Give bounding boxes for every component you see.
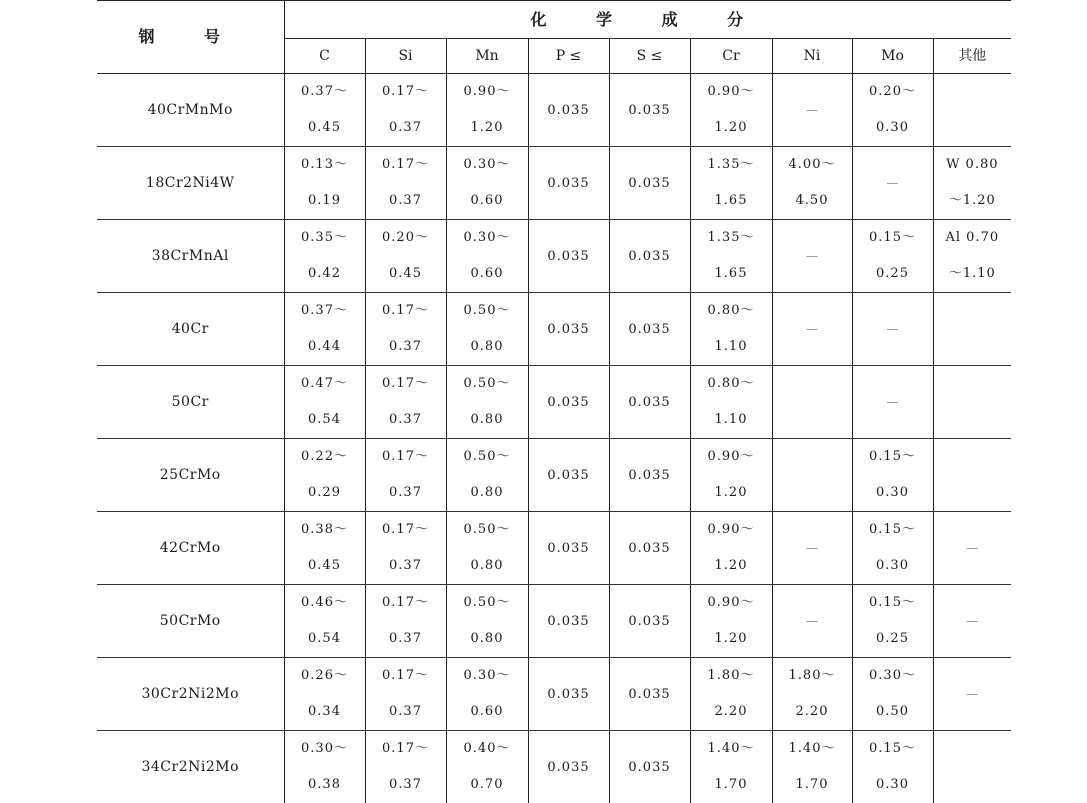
steel-grade-cell: 25CrMo: [97, 439, 284, 512]
composition-cell-ni: [772, 293, 852, 366]
value-text: —: [966, 541, 978, 555]
range-line: 0.60: [464, 694, 511, 730]
value-text: 0.035: [628, 468, 670, 483]
value-text: —: [806, 103, 818, 117]
composition-cell-ni: [772, 439, 852, 512]
composition-cell-mn: [446, 585, 528, 658]
composition-cell-c: [284, 512, 365, 585]
composition-cell-s: [609, 512, 690, 585]
composition-cell-c: [284, 293, 365, 366]
range-line: 0.80: [464, 621, 511, 657]
value-text: 0.035: [628, 687, 670, 702]
composition-cell-s: [609, 731, 690, 803]
composition-cell-c: [284, 74, 365, 147]
table-row: [97, 731, 1011, 803]
range-line: 0.30: [869, 475, 916, 511]
composition-cell-mo: [852, 293, 933, 366]
composition-cell-other: [933, 220, 1011, 293]
composition-cell-cr: [690, 147, 772, 220]
range-line: 0.38～: [301, 512, 348, 548]
range-line: 0.90～: [464, 74, 511, 110]
value-text: 0.035: [628, 395, 670, 410]
range-line: 0.90～: [708, 74, 755, 110]
composition-cell-cr: [690, 731, 772, 803]
composition-cell-p: [528, 293, 609, 366]
range-line: 0.60: [464, 183, 511, 219]
composition-cell-cr: [690, 658, 772, 731]
composition-cell-mo: [852, 147, 933, 220]
composition-cell-s: [609, 658, 690, 731]
range-line: 0.15～: [869, 585, 916, 621]
range-line: 0.15～: [869, 512, 916, 548]
element-header-other: 其他: [933, 39, 1011, 74]
range-line: 0.90～: [708, 439, 755, 475]
composition-cell-mn: [446, 658, 528, 731]
range-line: 0.17～: [382, 658, 429, 694]
value-text: 0.035: [547, 468, 589, 483]
table-row: [97, 147, 1011, 220]
composition-cell-cr: [690, 366, 772, 439]
composition-cell-mo: [852, 658, 933, 731]
composition-cell-s: [609, 220, 690, 293]
composition-cell-ni: [772, 731, 852, 803]
range-line: 0.25: [869, 621, 916, 657]
steel-composition-table: [97, 0, 1011, 803]
value-text: 0.035: [547, 249, 589, 264]
range-line: 0.45: [301, 110, 348, 146]
value-text: 0.035: [547, 687, 589, 702]
value-text: 0.035: [628, 541, 670, 556]
range-line: 0.54: [301, 402, 348, 438]
composition-cell-s: [609, 293, 690, 366]
range-line: 0.30～: [464, 220, 511, 256]
value-text: —: [887, 395, 899, 409]
value-text: 0.035: [547, 541, 589, 556]
range-line: 0.37: [382, 621, 429, 657]
range-line: 0.45: [382, 256, 429, 292]
composition-cell-other: [933, 585, 1011, 658]
composition-cell-p: [528, 147, 609, 220]
composition-cell-cr: [690, 74, 772, 147]
range-line: 1.70: [789, 767, 836, 803]
range-line: 0.30: [869, 548, 916, 584]
range-line: 0.38: [301, 767, 348, 803]
range-line: 0.40～: [464, 731, 511, 767]
composition-cell-mn: [446, 731, 528, 803]
composition-cell-mo: [852, 439, 933, 512]
range-line: 1.40～: [708, 731, 755, 767]
composition-cell-mn: [446, 293, 528, 366]
range-line: 0.17～: [382, 585, 429, 621]
composition-cell-other: [933, 439, 1011, 512]
composition-cell-si: [365, 731, 446, 803]
range-line: 0.37: [382, 110, 429, 146]
range-line: 0.37: [382, 329, 429, 365]
composition-cell-mn: [446, 220, 528, 293]
range-line: 0.17～: [382, 731, 429, 767]
composition-cell-mn: [446, 366, 528, 439]
range-line: 0.50～: [464, 293, 511, 329]
composition-cell-si: [365, 658, 446, 731]
composition-cell-s: [609, 74, 690, 147]
composition-cell-mn: [446, 512, 528, 585]
value-text: 0.035: [547, 614, 589, 629]
range-line: 0.30～: [301, 731, 348, 767]
composition-cell-cr: [690, 512, 772, 585]
range-line: 0.37: [382, 767, 429, 803]
composition-cell-ni: [772, 74, 852, 147]
range-line: 0.37: [382, 183, 429, 219]
range-line: 0.37～: [301, 74, 348, 110]
element-header-mo: Mo: [852, 39, 933, 74]
range-line: 1.35～: [708, 147, 755, 183]
range-line: 0.50～: [464, 439, 511, 475]
composition-cell-si: [365, 439, 446, 512]
range-line: 2.20: [789, 694, 836, 730]
range-line: 0.30: [869, 767, 916, 803]
composition-cell-si: [365, 366, 446, 439]
range-line: 0.17～: [382, 439, 429, 475]
composition-cell-p: [528, 220, 609, 293]
range-line: 0.80: [464, 548, 511, 584]
value-text: —: [887, 176, 899, 190]
composition-cell-cr: [690, 293, 772, 366]
range-line: 0.45: [301, 548, 348, 584]
composition-cell-si: [365, 293, 446, 366]
range-line: 0.50～: [464, 512, 511, 548]
range-line: 0.50～: [464, 585, 511, 621]
range-line: 0.42: [301, 256, 348, 292]
range-line: 0.70: [464, 767, 511, 803]
range-line: 0.30: [869, 110, 916, 146]
value-text: 0.035: [628, 322, 670, 337]
composition-cell-si: [365, 585, 446, 658]
composition-cell-mn: [446, 439, 528, 512]
range-line: 0.54: [301, 621, 348, 657]
range-line: 1.20: [708, 548, 755, 584]
range-line: 1.40～: [789, 731, 836, 767]
range-line: 0.60: [464, 256, 511, 292]
steel-grade-cell: 50CrMo: [97, 585, 284, 658]
composition-cell-c: [284, 658, 365, 731]
composition-cell-p: [528, 731, 609, 803]
range-line: 0.30～: [464, 147, 511, 183]
range-line: 1.65: [708, 183, 755, 219]
range-line: 1.35～: [708, 220, 755, 256]
range-line: 0.80～: [708, 293, 755, 329]
range-line: 0.46～: [301, 585, 348, 621]
value-text: —: [806, 541, 818, 555]
range-line: 1.20: [708, 621, 755, 657]
composition-cell-si: [365, 512, 446, 585]
element-header-si: Si: [365, 39, 446, 74]
range-line: 0.37: [382, 475, 429, 511]
element-header-ni: Ni: [772, 39, 852, 74]
composition-cell-ni: [772, 366, 852, 439]
range-line: 1.80～: [708, 658, 755, 694]
range-line: 0.17～: [382, 293, 429, 329]
composition-cell-mo: [852, 366, 933, 439]
composition-cell-si: [365, 74, 446, 147]
composition-cell-cr: [690, 220, 772, 293]
value-text: —: [966, 687, 978, 701]
composition-cell-ni: [772, 147, 852, 220]
composition-cell-c: [284, 439, 365, 512]
range-line: 0.15～: [869, 220, 916, 256]
composition-cell-other: [933, 74, 1011, 147]
composition-cell-mo: [852, 220, 933, 293]
composition-cell-other: [933, 293, 1011, 366]
composition-cell-c: [284, 366, 365, 439]
range-line: 0.47～: [301, 366, 348, 402]
steel-grade-cell: 42CrMo: [97, 512, 284, 585]
steel-grade-cell: 34Cr2Ni2Mo: [97, 731, 284, 803]
composition-cell-mo: [852, 512, 933, 585]
composition-cell-other: [933, 366, 1011, 439]
composition-cell-p: [528, 658, 609, 731]
range-line: 0.34: [301, 694, 348, 730]
composition-cell-p: [528, 512, 609, 585]
range-line: 0.26～: [301, 658, 348, 694]
steel-grade-header: 钢 号: [97, 1, 284, 74]
element-header-c: C: [284, 39, 365, 74]
range-line: 0.80: [464, 329, 511, 365]
value-text: —: [966, 614, 978, 628]
range-line: ～1.10: [945, 256, 999, 292]
range-line: 0.25: [869, 256, 916, 292]
value-text: —: [887, 322, 899, 336]
range-line: 0.37: [382, 694, 429, 730]
element-header-p: P ≤: [528, 39, 609, 74]
range-line: 0.37: [382, 402, 429, 438]
range-line: 0.80: [464, 475, 511, 511]
range-line: 1.70: [708, 767, 755, 803]
range-line: 0.90～: [708, 512, 755, 548]
composition-cell-p: [528, 74, 609, 147]
table-row: [97, 366, 1011, 439]
range-line: 1.10: [708, 402, 755, 438]
range-line: 1.20: [464, 110, 511, 146]
range-line: 2.20: [708, 694, 755, 730]
range-line: 0.20～: [382, 220, 429, 256]
range-line: 0.22～: [301, 439, 348, 475]
range-line: 0.44: [301, 329, 348, 365]
range-line: 1.20: [708, 475, 755, 511]
element-header-cr: Cr: [690, 39, 772, 74]
composition-cell-mn: [446, 147, 528, 220]
range-line: 0.15～: [869, 439, 916, 475]
table-row: [97, 585, 1011, 658]
range-line: Al 0.70: [945, 220, 999, 256]
composition-cell-mo: [852, 585, 933, 658]
composition-cell-ni: [772, 220, 852, 293]
range-line: 0.19: [301, 183, 348, 219]
value-text: 0.035: [547, 103, 589, 118]
value-text: 0.035: [628, 103, 670, 118]
steel-grade-cell: 50Cr: [97, 366, 284, 439]
composition-cell-other: [933, 731, 1011, 803]
composition-cell-other: [933, 147, 1011, 220]
table-row: [97, 293, 1011, 366]
composition-cell-s: [609, 366, 690, 439]
value-text: 0.035: [547, 395, 589, 410]
composition-cell-ni: [772, 512, 852, 585]
composition-cell-p: [528, 585, 609, 658]
composition-cell-c: [284, 731, 365, 803]
composition-cell-c: [284, 147, 365, 220]
table-row: [97, 658, 1011, 731]
range-line: 0.13～: [301, 147, 348, 183]
composition-cell-cr: [690, 585, 772, 658]
range-line: 1.65: [708, 256, 755, 292]
value-text: 0.035: [628, 614, 670, 629]
range-line: 0.15～: [869, 731, 916, 767]
table-row: [97, 220, 1011, 293]
range-line: 0.17～: [382, 147, 429, 183]
composition-cell-c: [284, 220, 365, 293]
range-line: 0.80～: [708, 366, 755, 402]
range-line: 0.37～: [301, 293, 348, 329]
composition-cell-si: [365, 220, 446, 293]
value-text: —: [806, 614, 818, 628]
value-text: 0.035: [547, 176, 589, 191]
value-text: 0.035: [547, 760, 589, 775]
composition-cell-cr: [690, 439, 772, 512]
range-line: 1.80～: [789, 658, 836, 694]
composition-cell-si: [365, 147, 446, 220]
range-line: 1.10: [708, 329, 755, 365]
range-line: 0.35～: [301, 220, 348, 256]
table-row: [97, 74, 1011, 147]
range-line: 0.50～: [464, 366, 511, 402]
range-line: 0.20～: [869, 74, 916, 110]
value-text: 0.035: [547, 322, 589, 337]
value-text: 0.035: [628, 249, 670, 264]
chemical-composition-header: 化 学 成 分: [284, 1, 1011, 39]
range-line: 4.00～: [789, 147, 836, 183]
range-line: 0.17～: [382, 512, 429, 548]
composition-cell-s: [609, 147, 690, 220]
element-header-mn: Mn: [446, 39, 528, 74]
range-line: 0.37: [382, 548, 429, 584]
element-header-s: S ≤: [609, 39, 690, 74]
composition-cell-mn: [446, 74, 528, 147]
steel-grade-cell: 38CrMnAl: [97, 220, 284, 293]
value-text: —: [806, 249, 818, 263]
range-line: W 0.80: [946, 147, 998, 183]
composition-cell-c: [284, 585, 365, 658]
value-text: 0.035: [628, 176, 670, 191]
composition-cell-ni: [772, 585, 852, 658]
value-text: 0.035: [628, 760, 670, 775]
steel-grade-cell: 18Cr2Ni4W: [97, 147, 284, 220]
composition-cell-p: [528, 366, 609, 439]
composition-cell-s: [609, 439, 690, 512]
range-line: 0.80: [464, 402, 511, 438]
steel-grade-cell: 40Cr: [97, 293, 284, 366]
range-line: 1.20: [708, 110, 755, 146]
range-line: 0.30～: [464, 658, 511, 694]
range-line: 0.17～: [382, 74, 429, 110]
range-line: 0.30～: [869, 658, 916, 694]
range-line: 4.50: [789, 183, 836, 219]
composition-cell-p: [528, 439, 609, 512]
table-row: [97, 512, 1011, 585]
range-line: ～1.20: [946, 183, 998, 219]
range-line: 0.29: [301, 475, 348, 511]
steel-grade-cell: 30Cr2Ni2Mo: [97, 658, 284, 731]
steel-grade-cell: 40CrMnMo: [97, 74, 284, 147]
composition-cell-s: [609, 585, 690, 658]
composition-cell-ni: [772, 658, 852, 731]
range-line: 0.17～: [382, 366, 429, 402]
composition-cell-mo: [852, 731, 933, 803]
composition-cell-other: [933, 512, 1011, 585]
table-row: [97, 439, 1011, 512]
composition-cell-mo: [852, 74, 933, 147]
table-body: [97, 74, 1011, 803]
value-text: —: [806, 322, 818, 336]
range-line: 0.50: [869, 694, 916, 730]
range-line: 0.90～: [708, 585, 755, 621]
composition-cell-other: [933, 658, 1011, 731]
